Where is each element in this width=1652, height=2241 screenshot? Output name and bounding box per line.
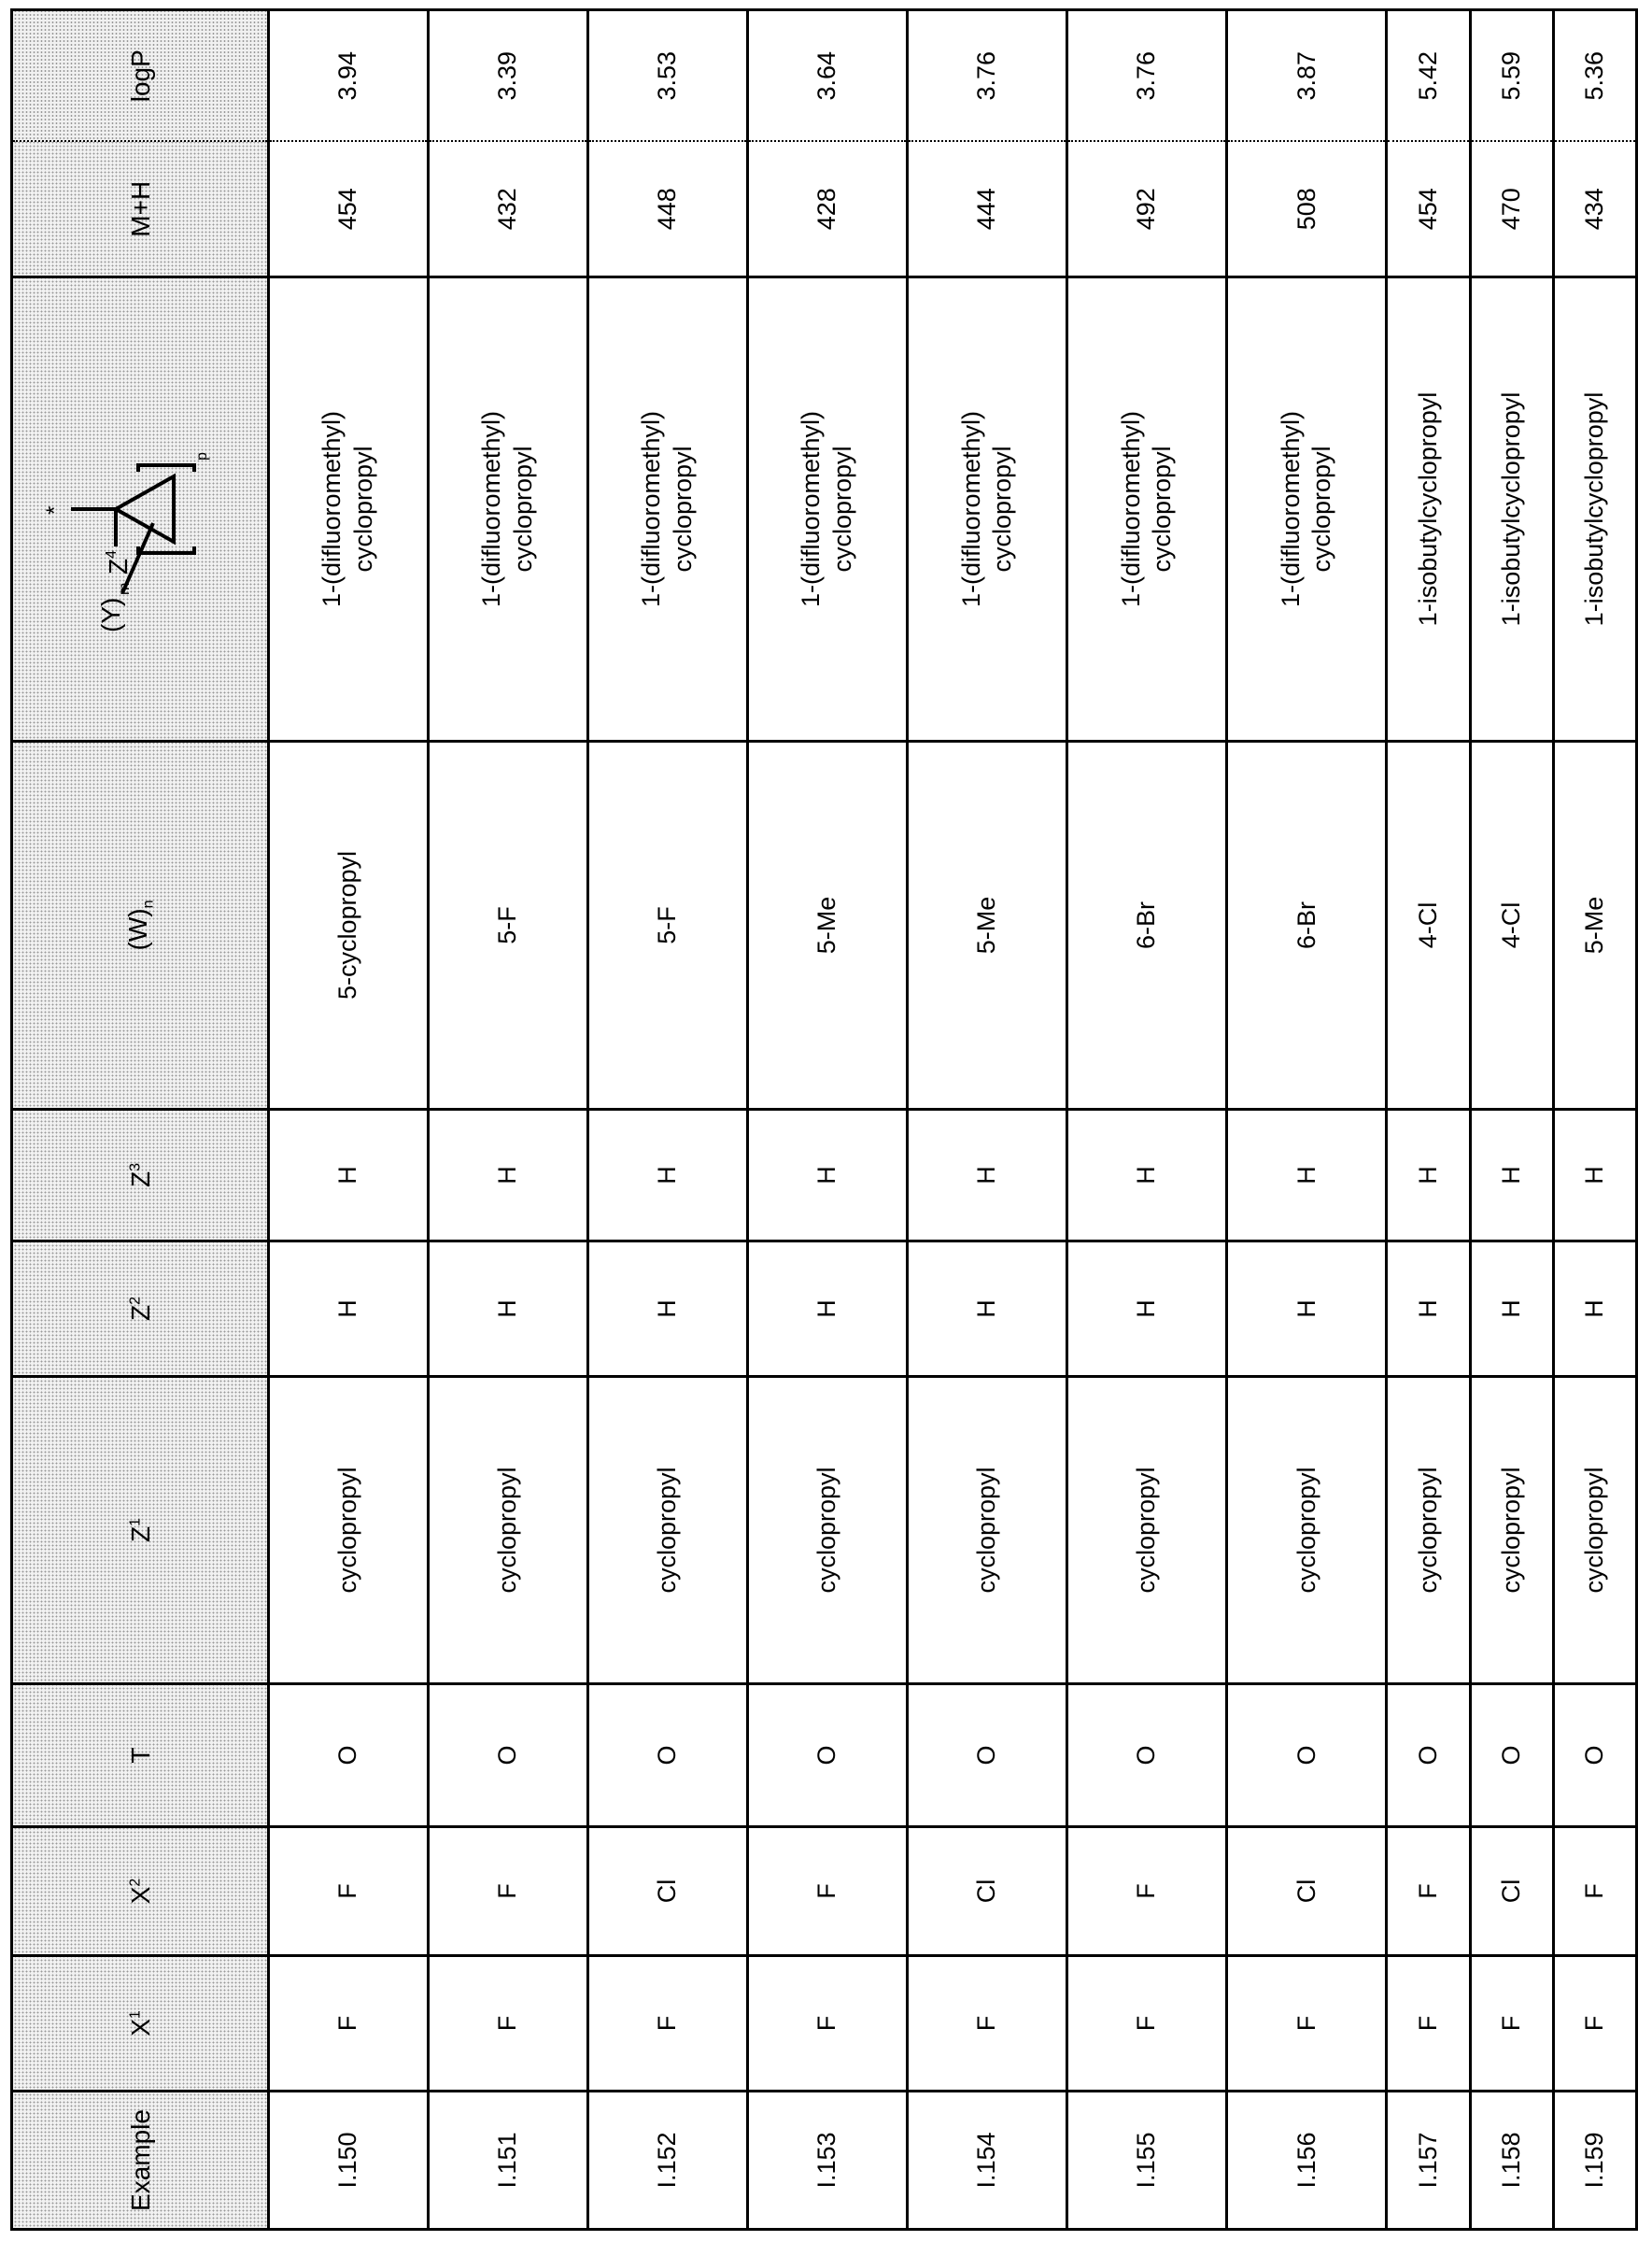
header-y-structure: [12, 277, 269, 742]
header-label: X: [126, 1887, 155, 1905]
cell-x2: F: [429, 1827, 588, 1956]
cell-x1: F: [1553, 1956, 1636, 2092]
header-label: X: [126, 2019, 155, 2036]
y-line-2: cyclopropyl: [348, 282, 380, 736]
cell-y: [269, 277, 429, 742]
y-line-2: cyclopropyl: [1306, 282, 1338, 736]
attachment-star: *: [42, 506, 67, 515]
cell-z3: H: [269, 1110, 429, 1241]
cell-t: O: [1553, 1684, 1636, 1827]
cell-z1: cyclopropyl: [748, 1377, 908, 1684]
cell-z3: H: [908, 1110, 1067, 1241]
y-line-1: 1-(difluoromethyl): [476, 282, 508, 736]
cell-logp: 5.36: [1553, 10, 1636, 142]
superscript: 1: [127, 1518, 143, 1526]
cell-z3: H: [429, 1110, 588, 1241]
cell-y: [1470, 277, 1553, 742]
cell-x2: Cl: [588, 1827, 748, 1956]
cell-z3: H: [588, 1110, 748, 1241]
superscript: 2: [127, 1879, 143, 1887]
y-line-2: cyclopropyl: [668, 282, 699, 736]
cell-z1: cyclopropyl: [908, 1377, 1067, 1684]
cell-x2: Cl: [1227, 1827, 1387, 1956]
cell-y: [748, 277, 908, 742]
cell-x2: F: [1553, 1827, 1636, 1956]
cell-logp: 3.76: [1067, 10, 1227, 142]
cell-t: O: [429, 1684, 588, 1827]
cell-t: O: [748, 1684, 908, 1827]
cell-logp: 5.59: [1470, 10, 1553, 142]
cell-w: 4-Cl: [1387, 742, 1470, 1110]
header-example: [12, 2092, 269, 2230]
header-label: (W): [123, 908, 152, 950]
cell-example: I.155: [1067, 2092, 1227, 2230]
cell-w: 6-Br: [1067, 742, 1227, 1110]
cell-x1: F: [588, 1956, 748, 2092]
cell-x1: F: [1470, 1956, 1553, 2092]
header-label: Z: [126, 1526, 155, 1542]
y-line-1: 1-isobutylcyclopropyl: [1579, 282, 1611, 736]
table-row: [269, 10, 429, 2230]
cell-z2: H: [1387, 1241, 1470, 1377]
cyclopropyl-structure-icon: [34, 369, 239, 649]
z4-label-visible: Z4: [104, 550, 133, 574]
subscript: n: [141, 901, 157, 909]
cell-t: O: [269, 1684, 429, 1827]
header-mh: [12, 142, 269, 277]
header-label: M+H: [126, 181, 155, 237]
p-subscript: p: [194, 452, 210, 461]
cell-x2: F: [1387, 1827, 1470, 1956]
cell-y: [908, 277, 1067, 742]
cell-w: 6-Br: [1227, 742, 1387, 1110]
table-row: [1227, 10, 1387, 2230]
cell-example: I.156: [1227, 2092, 1387, 2230]
cell-z2: H: [908, 1241, 1067, 1377]
y-line-1: 1-(difluoromethyl): [317, 282, 348, 736]
cell-w: 5-Me: [748, 742, 908, 1110]
y-line-1: 1-isobutylcyclopropyl: [1413, 282, 1445, 736]
table-row: [1553, 10, 1636, 2230]
cell-z3: H: [1227, 1110, 1387, 1241]
cell-w: 5-F: [429, 742, 588, 1110]
cell-y: [1553, 277, 1636, 742]
cell-t: O: [908, 1684, 1067, 1827]
cell-x1: F: [429, 1956, 588, 2092]
cell-z2: H: [748, 1241, 908, 1377]
table-row: [429, 10, 588, 2230]
cell-example: I.153: [748, 2092, 908, 2230]
cell-logp: 3.94: [269, 10, 429, 142]
cell-z3: H: [1553, 1110, 1636, 1241]
cell-z1: cyclopropyl: [1387, 1377, 1470, 1684]
y-line-1: 1-(difluoromethyl): [956, 282, 988, 736]
cell-w: 5-F: [588, 742, 748, 1110]
table-row: [1387, 10, 1470, 2230]
y-line-1: 1-(difluoromethyl): [636, 282, 668, 736]
cell-mh: 444: [908, 142, 1067, 277]
rotated-table-wrapper: [10, 11, 1638, 2231]
cell-example: I.152: [588, 2092, 748, 2230]
cell-z1: cyclopropyl: [1227, 1377, 1387, 1684]
cell-z2: H: [588, 1241, 748, 1377]
cell-x1: F: [1067, 1956, 1227, 2092]
cell-example: I.151: [429, 2092, 588, 2230]
cell-w: 5-cyclopropyl: [269, 742, 429, 1110]
cell-x2: F: [269, 1827, 429, 1956]
superscript: 2: [127, 1297, 143, 1305]
y-line-1: 1-(difluoromethyl): [1276, 282, 1307, 736]
cell-z3: H: [1067, 1110, 1227, 1241]
cell-example: I.154: [908, 2092, 1067, 2230]
cell-z2: H: [1227, 1241, 1387, 1377]
cell-mh: 454: [269, 142, 429, 277]
y-line-2: cyclopropyl: [827, 282, 859, 736]
compound-table: [10, 8, 1638, 2231]
cell-z1: cyclopropyl: [1553, 1377, 1636, 1684]
cell-x1: F: [908, 1956, 1067, 2092]
cell-x2: Cl: [908, 1827, 1067, 1956]
cell-x2: F: [748, 1827, 908, 1956]
y-label: (Y): [96, 598, 125, 632]
header-label: Z: [126, 1305, 155, 1321]
table-row: [1470, 10, 1553, 2230]
header-x2: [12, 1827, 269, 1956]
cell-y: [429, 277, 588, 742]
header-row: [12, 10, 269, 2230]
cell-x1: F: [1227, 1956, 1387, 2092]
cell-mh: 434: [1553, 142, 1636, 277]
superscript: 1: [127, 2010, 143, 2019]
y-line-1: 1-isobutylcyclopropyl: [1496, 282, 1528, 736]
y-line-2: cyclopropyl: [987, 282, 1019, 736]
cell-y: [1227, 277, 1387, 742]
header-z1: [12, 1377, 269, 1684]
cell-t: O: [1387, 1684, 1470, 1827]
y-line-2: cyclopropyl: [1147, 282, 1179, 736]
y-line-1: 1-(difluoromethyl): [1116, 282, 1148, 736]
cell-t: O: [1470, 1684, 1553, 1827]
header-logp: [12, 10, 269, 142]
cell-z3: H: [1387, 1110, 1470, 1241]
cell-y: [588, 277, 748, 742]
cell-z1: cyclopropyl: [429, 1377, 588, 1684]
cell-x1: F: [1387, 1956, 1470, 2092]
cell-example: I.159: [1553, 2092, 1636, 2230]
cell-logp: 3.53: [588, 10, 748, 142]
cell-logp: 3.64: [748, 10, 908, 142]
cell-mh: 428: [748, 142, 908, 277]
cell-y: [1067, 277, 1227, 742]
header-z2: [12, 1241, 269, 1377]
cell-logp: 3.76: [908, 10, 1067, 142]
cell-x1: F: [748, 1956, 908, 2092]
cell-w: 5-Me: [1553, 742, 1636, 1110]
header-t: [12, 1684, 269, 1827]
header-label: Example: [126, 2109, 155, 2211]
m-subscript: m: [117, 583, 133, 595]
cell-z2: H: [1470, 1241, 1553, 1377]
cell-example: I.157: [1387, 2092, 1470, 2230]
cell-z2: H: [429, 1241, 588, 1377]
table-row: [908, 10, 1067, 2230]
cell-z1: cyclopropyl: [1470, 1377, 1553, 1684]
cell-y: [1387, 277, 1470, 742]
cell-example: I.150: [269, 2092, 429, 2230]
y-line-2: cyclopropyl: [508, 282, 540, 736]
y-line-1: 1-(difluoromethyl): [796, 282, 827, 736]
cell-logp: 3.87: [1227, 10, 1387, 142]
cell-x1: F: [269, 1956, 429, 2092]
cell-logp: 3.39: [429, 10, 588, 142]
table-row: [748, 10, 908, 2230]
header-w: [12, 742, 269, 1110]
cell-z1: cyclopropyl: [588, 1377, 748, 1684]
cell-w: 4-Cl: [1470, 742, 1553, 1110]
header-z3: [12, 1110, 269, 1241]
cell-z2: H: [1067, 1241, 1227, 1377]
header-label: T: [126, 1747, 155, 1763]
cell-z1: cyclopropyl: [1067, 1377, 1227, 1684]
header-label: logP: [126, 50, 155, 102]
cell-mh: 470: [1470, 142, 1553, 277]
cell-z3: H: [1470, 1110, 1553, 1241]
table-row: [588, 10, 748, 2230]
cell-t: O: [1227, 1684, 1387, 1827]
cell-t: O: [588, 1684, 748, 1827]
cell-mh: 448: [588, 142, 748, 277]
header-x1: [12, 1956, 269, 2092]
cell-logp: 5.42: [1387, 10, 1470, 142]
table-row: [1067, 10, 1227, 2230]
header-label: Z: [126, 1171, 155, 1187]
cell-w: 5-Me: [908, 742, 1067, 1110]
cell-mh: 432: [429, 142, 588, 277]
cell-x2: F: [1067, 1827, 1227, 1956]
cell-x2: Cl: [1470, 1827, 1553, 1956]
cell-z2: H: [1553, 1241, 1636, 1377]
cell-mh: 508: [1227, 142, 1387, 277]
cell-mh: 454: [1387, 142, 1470, 277]
superscript: 3: [127, 1163, 143, 1171]
cell-z2: H: [269, 1241, 429, 1377]
cell-z3: H: [748, 1110, 908, 1241]
cell-t: O: [1067, 1684, 1227, 1827]
cell-example: I.158: [1470, 2092, 1553, 2230]
cell-mh: 492: [1067, 142, 1227, 277]
cell-z1: cyclopropyl: [269, 1377, 429, 1684]
